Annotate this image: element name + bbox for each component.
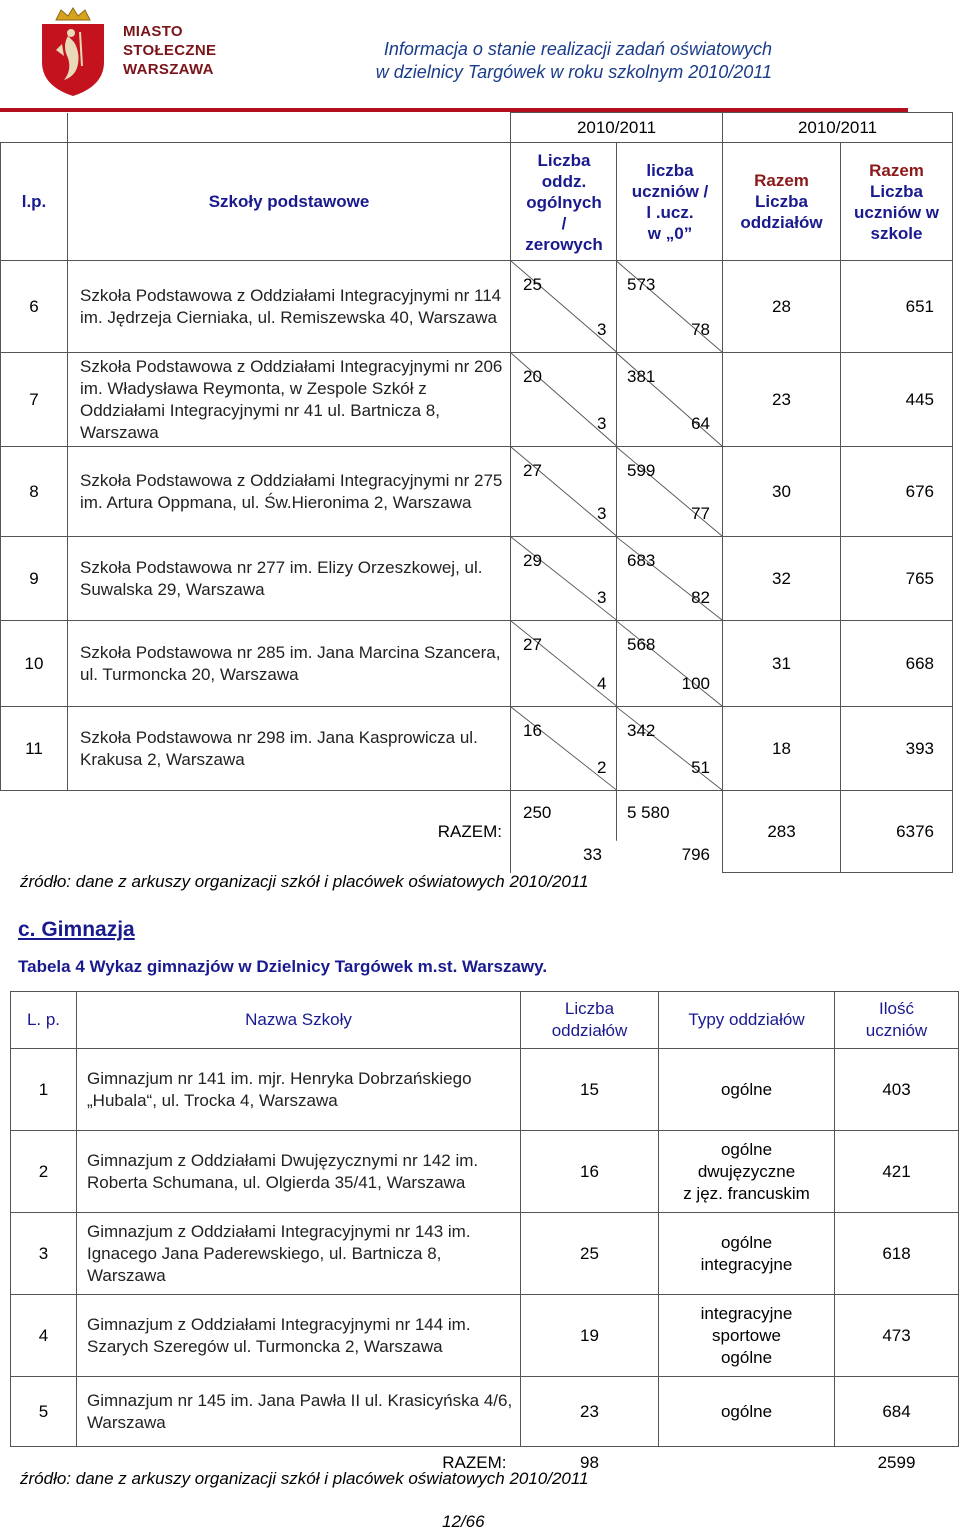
- row-classes: 27: [523, 635, 542, 654]
- city-name: MIASTO STOŁECZNE WARSZAWA: [123, 23, 217, 78]
- page-number: 12/66: [442, 1512, 485, 1531]
- source-note-1: źródło: dane z arkuszy organizacji szkół i placówek oświatowych 2010/2011: [20, 872, 589, 891]
- total-label: RAZEM:: [442, 1452, 507, 1472]
- row-students: 599: [627, 461, 656, 480]
- row-classes: 15: [521, 1049, 659, 1131]
- row-lp: 2: [11, 1131, 77, 1213]
- table-caption: Tabela 4 Wykaz gimnazjów w Dzielnicy Targówek m.st. Warszawy.: [18, 957, 548, 976]
- row-lp: 4: [11, 1295, 77, 1377]
- row-students: 342: [627, 721, 656, 740]
- row-types: ogólne: [659, 1377, 835, 1447]
- row-lp: 8: [1, 447, 68, 537]
- table-row: [11, 1377, 959, 1447]
- total-all-students: 6376: [841, 791, 953, 873]
- row-school-name: Szkoła Podstawowa z Oddziałami Integracyjnymi nr 206 im. Władysława Reymonta, w Zespole Szkół z Oddziałami Integracyjnymi nr 41 ul. Bartnicza 8, Warszawa: [68, 353, 511, 447]
- row-classes-zero: 3: [597, 320, 607, 339]
- table-row: [1, 261, 953, 353]
- row-school-name: Gimnazjum z Oddziałami Integracyjnymi nr 144 im. Szarych Szeregów ul. Turmoncka 2, Warszawa: [77, 1295, 521, 1377]
- row-school-name: Szkoła Podstawowa z Oddziałami Integracyjnymi nr 275 im. Artura Oppmana, ul. Św.Hieronima 2, Warszawa: [68, 447, 511, 537]
- row-students-zero: 77: [691, 504, 710, 523]
- row-classes: 19: [521, 1295, 659, 1377]
- row-classes-students: [511, 447, 723, 537]
- row-total-students: 676: [841, 447, 953, 537]
- row-total-classes: 18: [723, 707, 841, 791]
- total-classes-students: 250 33 5 580 796: [511, 791, 723, 873]
- header-classes: Liczba oddziałów: [521, 992, 659, 1049]
- row-types: ogólne integracyjne: [659, 1213, 835, 1295]
- row-classes-students: [511, 261, 723, 353]
- row-classes: 29: [523, 551, 542, 570]
- header-total-students: Razem Liczba uczniów w szkole: [841, 143, 953, 261]
- primary-schools-table: [0, 112, 953, 873]
- row-students-zero: 51: [691, 758, 710, 777]
- row-total-students: 393: [841, 707, 953, 791]
- row-lp: 1: [11, 1049, 77, 1131]
- row-classes-students: [511, 537, 723, 621]
- row-students: 473: [835, 1295, 959, 1377]
- row-lp: 5: [11, 1377, 77, 1447]
- section-heading: c. Gimnazja: [18, 918, 135, 941]
- row-students: 381: [627, 367, 656, 386]
- row-students-zero: 64: [691, 414, 710, 433]
- row-total-students: 651: [841, 261, 953, 353]
- row-students: 573: [627, 275, 656, 294]
- total-students: 2599: [877, 1452, 916, 1472]
- table-row: [1, 447, 953, 537]
- row-total-classes: 32: [723, 537, 841, 621]
- row-total-students: 445: [841, 353, 953, 447]
- row-students: 684: [835, 1377, 959, 1447]
- row-classes: 16: [523, 721, 542, 740]
- table-row: [1, 537, 953, 621]
- row-school-name: Gimnazjum z Oddziałami Dwujęzycznymi nr 142 im. Roberta Schumana, ul. Olgierda 35/41, Warszawa: [77, 1131, 521, 1213]
- row-classes-zero: 2: [597, 758, 607, 777]
- row-types: ogólne dwujęzyczne z jęz. francuskim: [659, 1131, 835, 1213]
- table-row: [11, 1049, 959, 1131]
- row-total-classes: 28: [723, 261, 841, 353]
- row-lp: 9: [1, 537, 68, 621]
- row-classes-zero: 3: [597, 588, 607, 607]
- gymnasium-table: [10, 991, 959, 1479]
- total-label: RAZEM:: [68, 791, 511, 873]
- row-students-zero: 82: [691, 588, 710, 607]
- row-lp: 11: [1, 707, 68, 791]
- table-row: [1, 353, 953, 447]
- row-lp: 3: [11, 1213, 77, 1295]
- header-schools: Szkoły podstawowe: [68, 143, 511, 261]
- row-lp: 7: [1, 353, 68, 447]
- row-classes: 16: [521, 1131, 659, 1213]
- header-lp: L. p.: [11, 992, 77, 1049]
- row-students: 403: [835, 1049, 959, 1131]
- row-classes: 25: [523, 275, 542, 294]
- row-school-name: Gimnazjum nr 141 im. mjr. Henryka Dobrzańskiego „Hubala“, ul. Trocka 4, Warszawa: [77, 1049, 521, 1131]
- row-school-name: Szkoła Podstawowa z Oddziałami Integracyjnymi nr 114 im. Jędrzeja Cierniaka, ul. Remiszewska 40, Warszawa: [68, 261, 511, 353]
- row-school-name: Gimnazjum z Oddziałami Integracyjnymi nr 143 im. Ignacego Jana Paderewskiego, ul. Bartnicza 8, Warszawa: [77, 1213, 521, 1295]
- row-total-classes: 30: [723, 447, 841, 537]
- year-header-right: 2010/2011: [723, 113, 953, 143]
- year-header-left: 2010/2011: [511, 113, 723, 143]
- header-classes-students: [511, 143, 723, 261]
- table-row: [11, 1213, 959, 1295]
- row-school-name: Szkoła Podstawowa nr 298 im. Jana Kasprowicza ul. Krakusa 2, Warszawa: [68, 707, 511, 791]
- row-students: 683: [627, 551, 656, 570]
- table-row: [11, 1131, 959, 1213]
- row-school-name: Gimnazjum nr 145 im. Jana Pawła II ul. Krasicyńska 4/6, Warszawa: [77, 1377, 521, 1447]
- header-name: Nazwa Szkoły: [77, 992, 521, 1049]
- row-students: 568: [627, 635, 656, 654]
- row-classes: 27: [523, 461, 542, 480]
- table-row: [1, 621, 953, 707]
- source-note-2: źródło: dane z arkuszy organizacji szkół i placówek oświatowych 2010/2011: [20, 1469, 589, 1488]
- row-classes-zero: 4: [597, 674, 607, 693]
- total-all-classes: 283: [723, 791, 841, 873]
- table-row: [11, 1295, 959, 1377]
- row-classes: 23: [521, 1377, 659, 1447]
- row-classes-zero: 3: [597, 414, 607, 433]
- row-total-students: 765: [841, 537, 953, 621]
- row-students: 421: [835, 1131, 959, 1213]
- row-total-classes: 23: [723, 353, 841, 447]
- header-types: Typy oddziałów: [659, 992, 835, 1049]
- report-title: Informacja o stanie realizacji zadań oświatowych w dzielnicy Targówek w roku szkolnym 2010/2011: [375, 39, 772, 82]
- row-total-classes: 31: [723, 621, 841, 707]
- total-classes: 98: [580, 1452, 599, 1472]
- header-lp: l.p.: [1, 143, 68, 261]
- table-row: [1, 707, 953, 791]
- row-classes-students: [511, 353, 723, 447]
- row-types: ogólne: [659, 1049, 835, 1131]
- row-classes: 20: [523, 367, 542, 386]
- row-classes-students: [511, 621, 723, 707]
- row-classes-zero: 3: [597, 504, 607, 523]
- header-students: liczba uczniów / l .ucz. w „0”: [631, 161, 709, 243]
- warsaw-crest-icon: [28, 6, 118, 98]
- row-lp: 10: [1, 621, 68, 707]
- row-classes: 25: [521, 1213, 659, 1295]
- row-students-zero: 100: [681, 674, 710, 693]
- table-total-row: [1, 791, 953, 873]
- row-classes-students: [511, 707, 723, 791]
- header-students: Ilość uczniów: [835, 992, 959, 1049]
- row-total-students: 668: [841, 621, 953, 707]
- row-types: integracyjne sportowe ogólne: [659, 1295, 835, 1377]
- row-school-name: Szkoła Podstawowa nr 277 im. Elizy Orzeszkowej, ul. Suwalska 29, Warszawa: [68, 537, 511, 621]
- row-lp: 6: [1, 261, 68, 353]
- header-classes: Liczba oddz. ogólnych / zerowych: [525, 150, 603, 254]
- row-school-name: Szkoła Podstawowa nr 285 im. Jana Marcina Szancera, ul. Turmoncka 20, Warszawa: [68, 621, 511, 707]
- row-students-zero: 78: [691, 320, 710, 339]
- row-students: 618: [835, 1213, 959, 1295]
- header-total-classes: Razem Liczba oddziałów: [723, 143, 841, 261]
